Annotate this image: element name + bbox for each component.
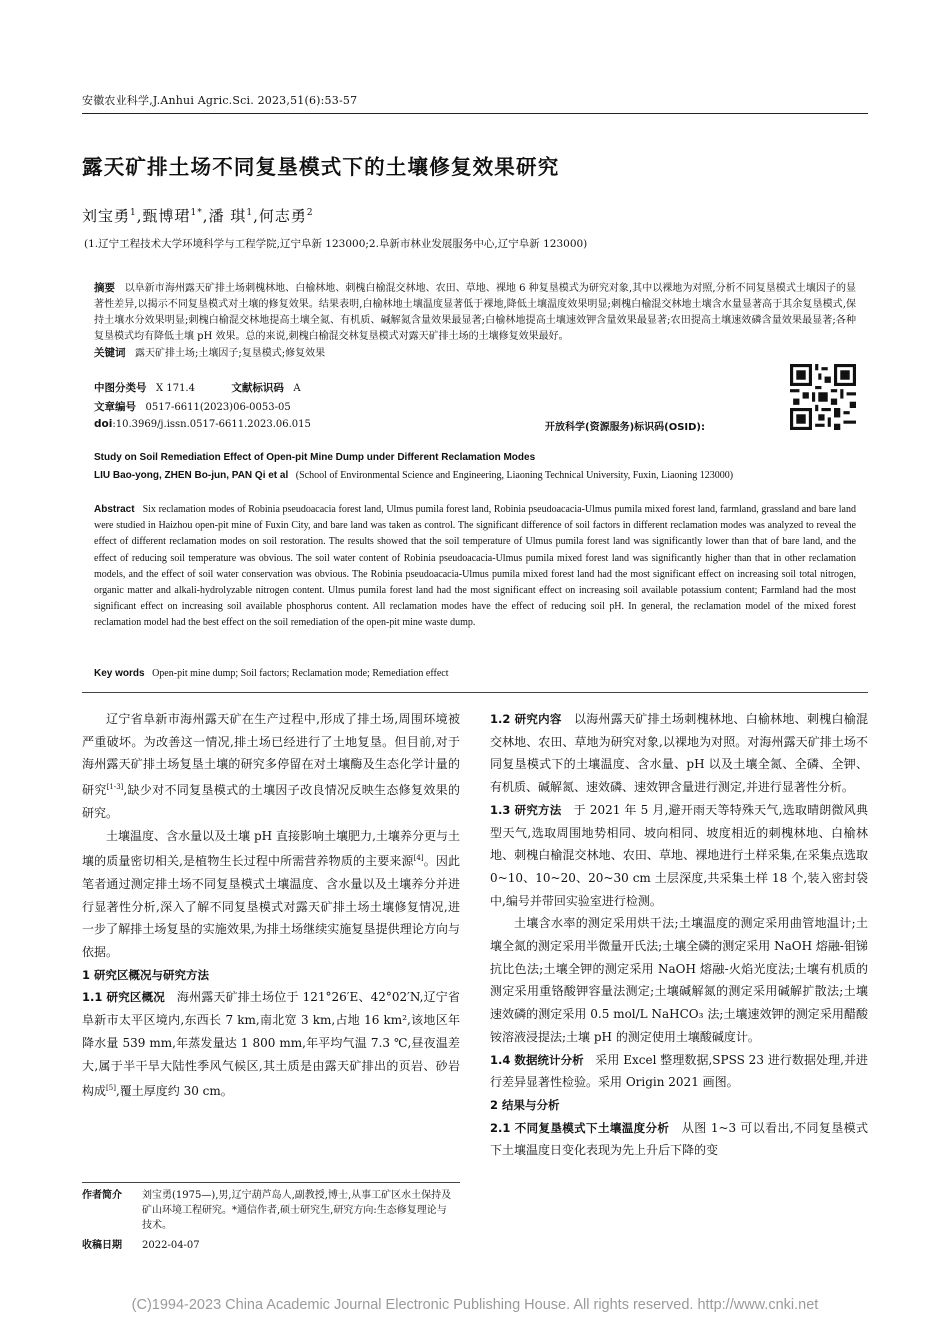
clc-line: 中图分类号 X 171.4 文献标识码 A [94, 382, 301, 394]
english-authors: LIU Bao-yong, ZHEN Bo-jun, PAN Qi et al (School of Environmental Science and Engineering, Liaoning Technical University, Fuxin, Liaoning 123000) [94, 470, 734, 481]
paragraph: 辽宁省阜新市海州露天矿在生产过程中,形成了排土场,周围环境被严重破坏。为改善这一情况,排土场已经进行了土地复垦。但目前,对于海州露天矿排土场复垦土壤的研究多停留在对土壤酶及生态化学计量的研究[1-3],缺少对不同复垦模式的土壤因子改良情况反映生态修复效果的研究。 [82, 712, 460, 820]
author-bio: 作者简介 刘宝勇(1975—),男,辽宁葫芦岛人,副教授,博士,从事工矿区水土保持及矿山环境工程研究。*通信作者,硕士研究生,研究方向:生态修复理论与技术。 [82, 1190, 452, 1231]
author-list: 刘宝勇$^1$,甄博珺$^{1*}$,潘 琪$^1$,何志勇$^2$ [82, 207, 314, 225]
author: 甄博珺 [142, 207, 191, 225]
header-rule [82, 113, 868, 114]
author: 刘宝勇 [82, 207, 131, 225]
section-heading: 2 结果与分析 [490, 1097, 560, 1112]
paragraph: 1.4 数据统计分析 采用 Excel 整理数据,SPSS 23 进行数据处理,并进行差异显著性检验。采用 Origin 2021 画图。 [490, 1052, 869, 1090]
english-abstract: Abstract Six reclamation modes of Robinia pseudoacacia forest land, Ulmus pumila forest land, Robinia pseudoacacia-Ulmus pumila mixed forest land, farmland, grassland and bare land were studied in Haizhou open-pit mine of Fuxin City, and bare land was taken as control. The significant difference of soil factors in different reclamation modes was analyzed to reveal the effect of different reclamation modes on soil restoration. The results showed that the soil temperature of Ulmus pumila forest land was significantly lower than that of bare land, and the effect of reducing soil temperature was obvious. The soil water content of Robinia pseudoacacia-Ulmus pumila mixed forest land was significantly higher than that in other reclamation models, and the effect of soil water conservation was obvious. The Robinia pseudoacacia-Ulmus pumila mixed forest land had the most significant effect on increasing soil total nitrogen, organic matter and alkali-hydrolyzable nitrogen content. Ulmus pumila forest land had the most significant effect on increasing soil available potassium content; Farmland had the most significant effect on increasing soil available phosphorus content. All reclamation modes have the effect of reducing soil pH. In general, the reclamation model of the mixed forest reclamation model had the best effect on the soil remediation of the open-pit mine waste dump. [94, 504, 856, 629]
left-column [82, 708, 460, 1103]
author: 何志勇 [258, 207, 307, 225]
author: 潘 琪 [208, 207, 247, 225]
right-column [490, 708, 868, 1162]
paragraph: 1.2 研究内容 以海州露天矿排土场刺槐林地、白榆林地、刺槐白榆混交林地、农田、草地为研究对象,以裸地为对照。对海州露天矿排土场不同复垦模式下的土壤温度、含水量、pH 以及土壤全氮、全磷、全钾、有机质、碱解氮、速效磷、速效钾含量进行测定,并进行显著性分析。 [490, 712, 868, 795]
qr-code-icon[interactable] [790, 364, 856, 430]
paragraph: 1.1 研究区概况 海州露天矿排土场位于 121°26′E、42°02′N,辽宁省阜新市太平区境内,东西长 7 km,南北宽 3 km,占地 16 km²,该地区年降水量 539 mm,年蒸发量达 1 800 mm,年平均气温 7.3 ℃,昼夜温差大,属于半干旱大陆性季风气候区,其土质是由露天矿排出的页岩、砂岩构成[5],覆土厚度约 30 cm。 [82, 990, 460, 1099]
keywords-text: 露天矿排土场;土壤因子;复垦模式;修复效果 [135, 348, 326, 359]
chinese-abstract [94, 280, 856, 362]
english-keywords: Key words Open-pit mine dump; Soil factors; Reclamation mode; Remediation effect [94, 668, 449, 679]
paragraph: 2.1 不同复垦模式下土壤温度分析 从图 1~3 可以看出,不同复垦模式下土壤温度日变化表现为先上升后下降的变 [490, 1120, 868, 1158]
paragraph: 1.3 研究方法 于 2021 年 5 月,避开雨天等特殊天气,选取晴朗微风典型天气,选取周围地势相同、坡向相同、坡度相近的刺槐林地、白榆林地、刺槐白榆混交林地、农田、草地、裸地进行土样采集,在采集点选取 0~10、10~20、20~30 cm 土层深度,共采集土样 18 个,装入密封袋中,编号并带回实验室进行检测。 [490, 802, 868, 908]
affiliation: (1.辽宁工程技术大学环境科学与工程学院,辽宁阜新 123000;2.阜新市林业发展服务中心,辽宁阜新 123000) [84, 238, 588, 250]
abstract-rule [82, 692, 868, 693]
doi-line[interactable]: doi:10.3969/j.issn.0517-6611.2023.06.015 [94, 418, 311, 430]
paragraph: 土壤温度、含水量以及土壤 pH 直接影响土壤肥力,土壤养分更与土壤的质量密切相关,是植物生长过程中所需营养物质的主要来源[4]。因此笔者通过测定排土场不同复垦模式土壤温度、含水量以及土壤养分并进行显著性分析,深入了解不同复垦模式对露天矿排土场土壤修复情况,进一步了解排土场复垦的实施效果,为排土场继续实施复垦提供理论方向与依据。 [82, 828, 460, 960]
abstract-text: 以阜新市海州露天矿排土场刺槐林地、白榆林地、刺槐白榆混交林地、农田、草地、裸地 6 种复垦模式为研究对象,其中以裸地为对照,分析不同复垦模式土壤因子的显著性差异,以揭示不同复垦模式对土壤的修复效果。结果表明,白榆林地土壤温度显著低于裸地,降低土壤温度效果明显;刺槐白榆混交林地土壤含水量显著高于其余复垦模式,保持土壤水分效果明显;刺槐白榆混交林地提高土壤全氮、有机质、碱解氮含量效果最显著;白榆林地提高土壤速效钾含量效果最显著;农田提高土壤速效磷含量效果最显著;各种复垦模式均有降低土壤 pH 效果。总的来说,刺槐白榆混交林复垦模式对露天矿排土场的土壤修复效果最好。 [94, 283, 857, 342]
article-number: 文章编号 0517-6611(2023)06-0053-05 [94, 401, 291, 413]
journal-citation: 安徽农业科学,J.Anhui Agric.Sci. 2023,51(6):53-57 [82, 94, 358, 107]
paragraph: 土壤含水率的测定采用烘干法;土壤温度的测定采用曲管地温计;土壤全氮的测定采用半微量开氏法;土壤全磷的测定采用 NaOH 熔融-钼锑抗比色法;土壤全钾的测定采用 NaOH 熔融-火焰光度法;土壤有机质的测定采用重铬酸钾容量法测定;土壤碱解氮的测定采用碱解扩散法;土壤速效磷的测定采用 0.5 mol/L NaHCO₃ 法;土壤速效钾的测定采用醋酸铵溶液浸提法;土壤 pH 的测定使用土壤酸碱度计。 [490, 916, 868, 1044]
english-title: Study on Soil Remediation Effect of Open-pit Mine Dump under Different Reclamation Modes [94, 452, 536, 463]
copyright-watermark: (C)1994-2023 China Academic Journal Electronic Publishing House. All rights reserved. http://www.cnki.net [131, 1297, 819, 1313]
abstract-label: 摘要 [94, 282, 116, 294]
section-heading: 1 研究区概况与研究方法 [82, 967, 210, 982]
received-date: 收稿日期 2022-04-07 [82, 1240, 200, 1251]
keywords-label: 关键词 [94, 347, 126, 359]
paper-title: 露天矿排土场不同复垦模式下的土壤修复效果研究 [82, 155, 560, 179]
footnote-rule [82, 1182, 460, 1183]
osid-label: 开放科学(资源服务)标识码(OSID): [545, 422, 706, 433]
